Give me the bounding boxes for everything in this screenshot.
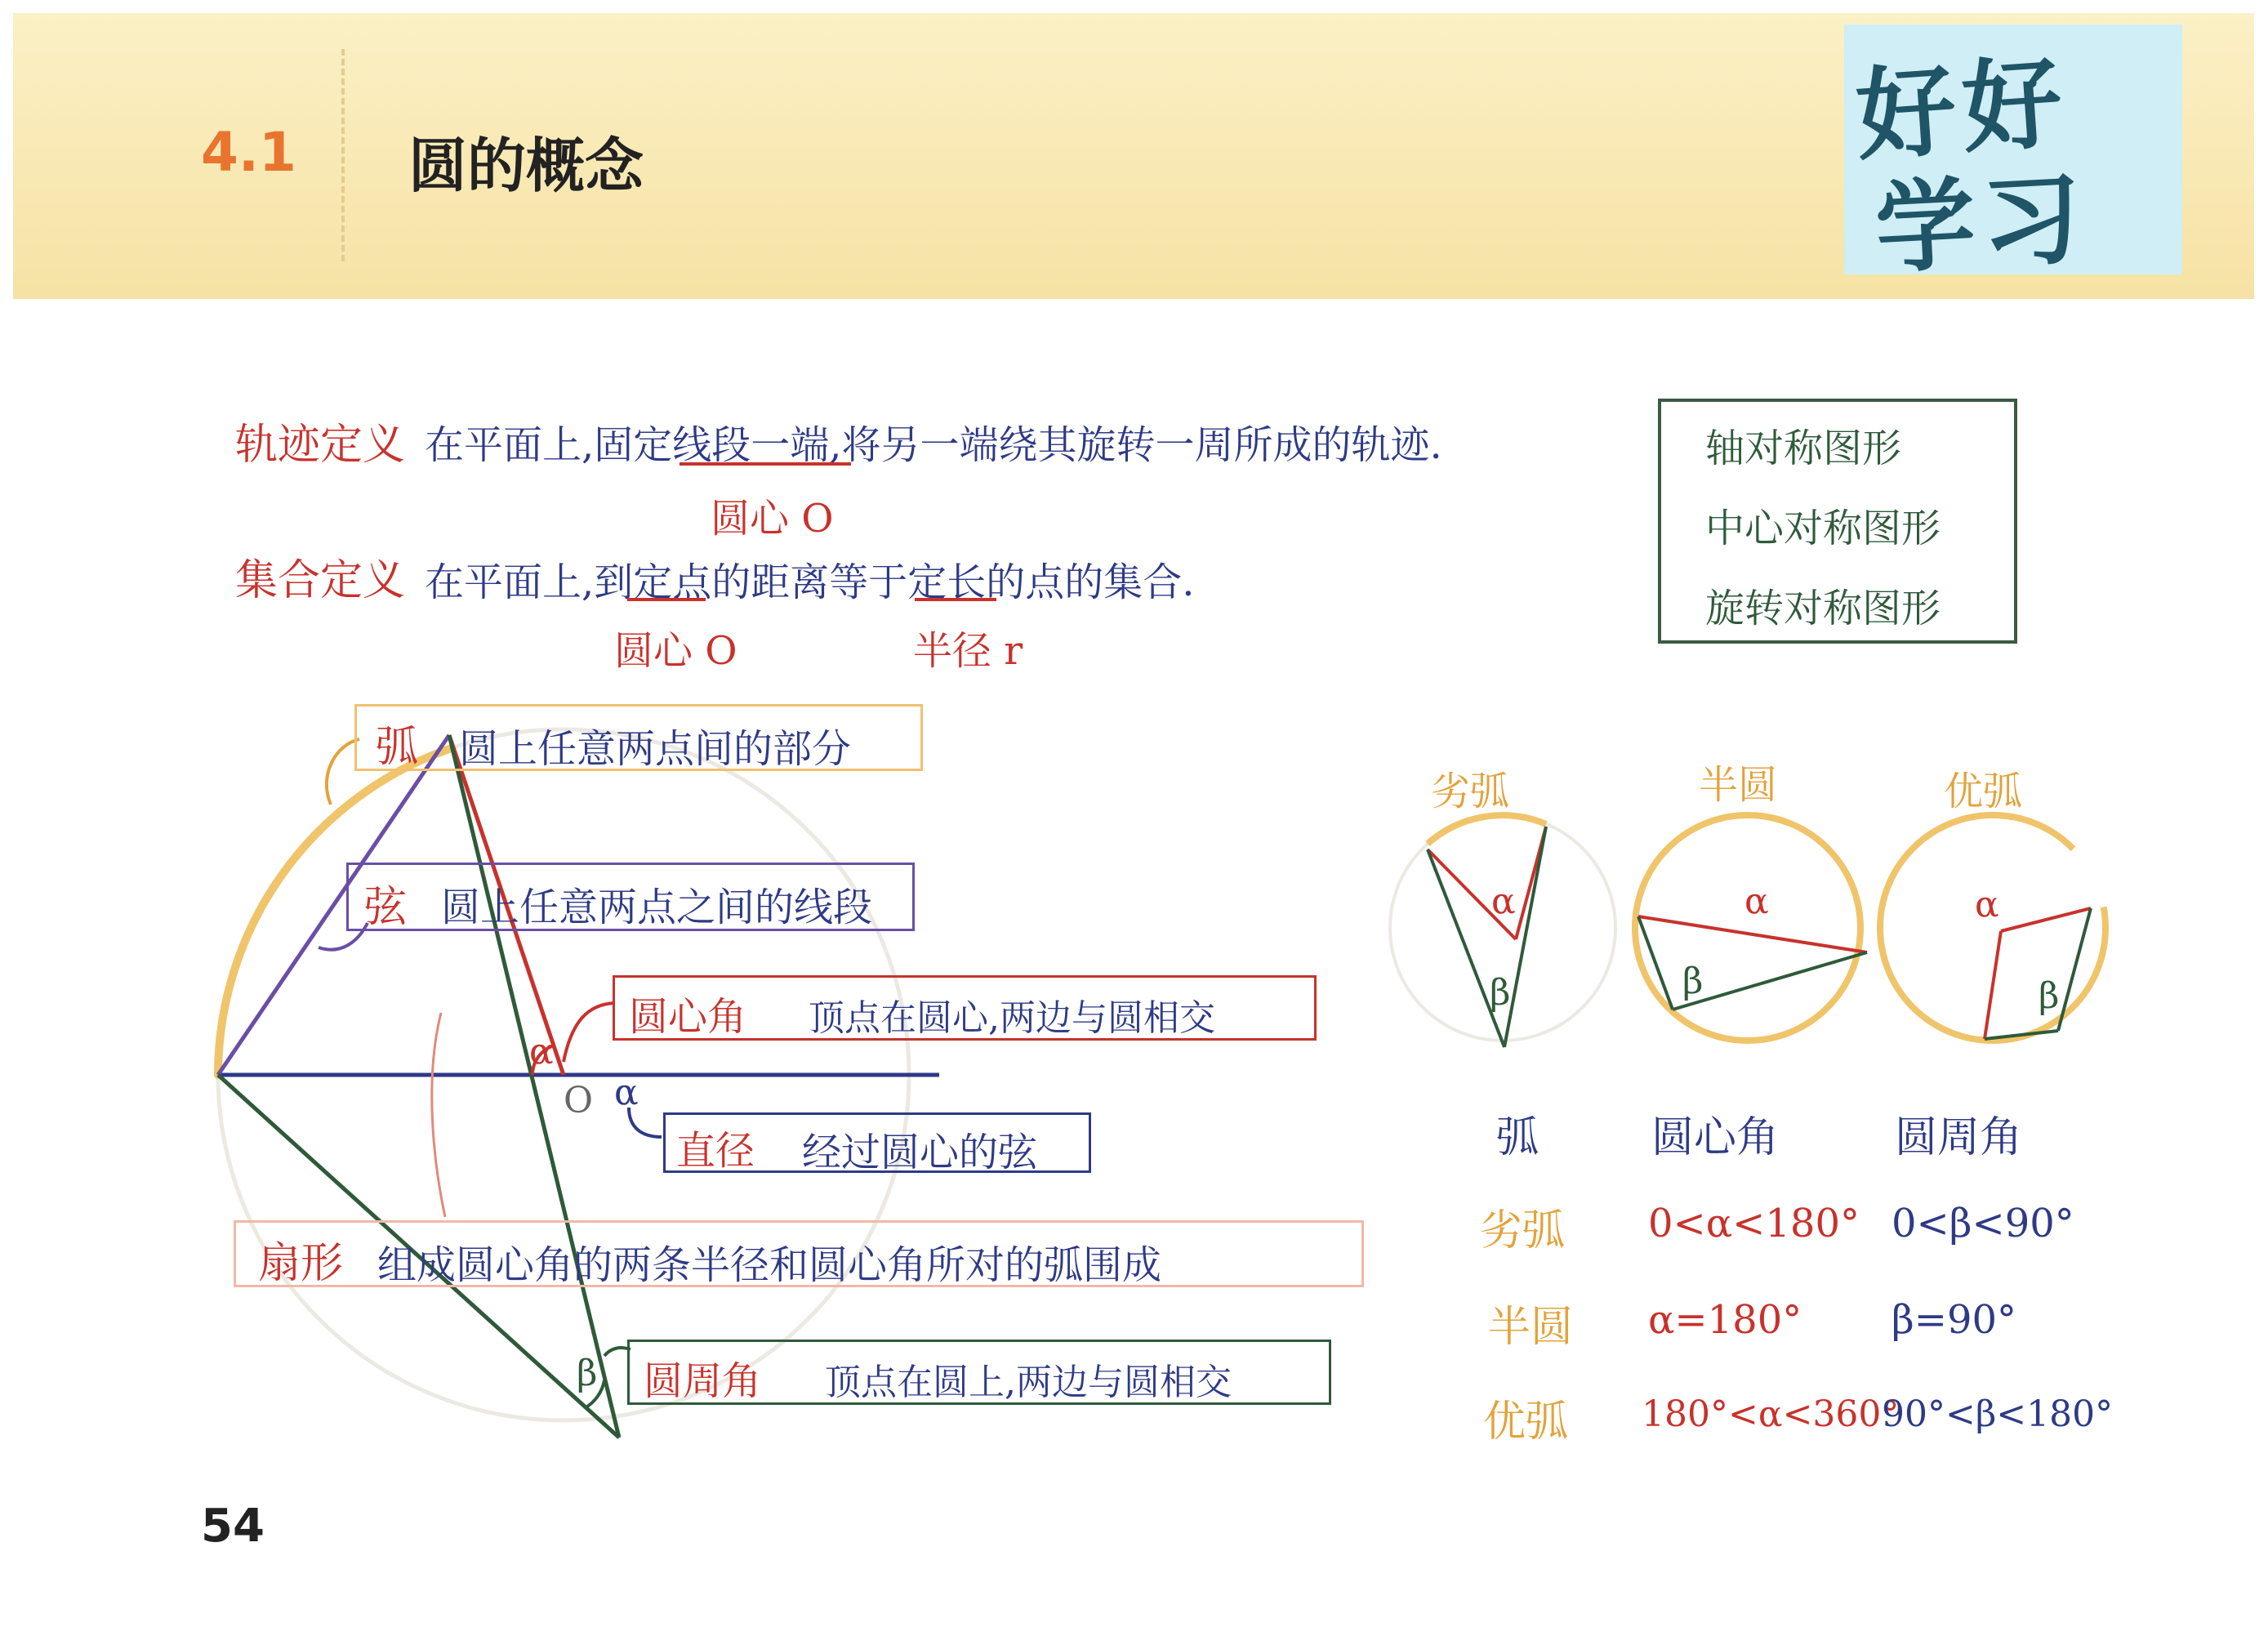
table-row2-central: α=180° xyxy=(1648,1297,1802,1343)
set-definition-text: 在平面上,到定点的距离等于定长的点的集合. xyxy=(425,559,1195,605)
major-radius-a xyxy=(2001,908,2091,931)
minor-arc-title: 劣弧 xyxy=(1431,769,1510,814)
page-number: 54 xyxy=(201,1500,265,1553)
table-row1-arc: 劣弧 xyxy=(1480,1206,1566,1255)
sector-description: 组成圆心角的两条半径和圆心角所对的弧围成 xyxy=(377,1242,1162,1288)
logo-text-line2: 学习 xyxy=(1872,158,2092,288)
major-arc-gap xyxy=(2072,850,2105,907)
locus-center-annotation: 圆心 O xyxy=(711,496,834,542)
inscribed-angle-description: 顶点在圆上,两边与圆相交 xyxy=(825,1362,1232,1403)
central-angle-description: 顶点在圆心,两边与圆相交 xyxy=(809,997,1215,1039)
semi-alpha-mark: α xyxy=(1744,880,1769,922)
major-arc-title: 优弧 xyxy=(1944,769,2023,814)
major-arc-figure xyxy=(1880,815,2105,1041)
major-beta-mark: β xyxy=(2039,975,2060,1017)
minor-inscribed-a xyxy=(1428,849,1504,1047)
set-definition-label: 集合定义 xyxy=(235,556,406,605)
arc-description: 圆上任意两点间的部分 xyxy=(459,726,852,772)
minor-arc-highlight xyxy=(1428,815,1546,844)
inscribed-angle-label: 圆周角 xyxy=(644,1358,762,1404)
semi-beta-mark: β xyxy=(1682,961,1704,1002)
major-radius-b xyxy=(1985,931,2001,1039)
table-row3-central: 180°<α<360° xyxy=(1642,1393,1900,1435)
major-circle xyxy=(1880,815,2105,1041)
symmetry-item-rotational: 旋转对称图形 xyxy=(1705,586,1941,631)
table-row2-arc: 半圆 xyxy=(1488,1303,1574,1352)
table-header-central: 圆心角 xyxy=(1651,1113,1780,1162)
diameter-label: 直径 xyxy=(676,1128,755,1174)
table-row2-inscribed: β=90° xyxy=(1891,1297,2017,1343)
section-number: 4.1 xyxy=(201,121,296,184)
semi-circle xyxy=(1635,815,1860,1041)
table-row1-inscribed: 0<β<90° xyxy=(1891,1201,2074,1246)
minor-alpha-mark: α xyxy=(1491,880,1516,922)
major-inscribed-a xyxy=(2058,908,2091,1031)
page-title: 圆的概念 xyxy=(408,132,644,200)
major-alpha-mark: α xyxy=(1975,884,1999,925)
table-row3-arc: 优弧 xyxy=(1483,1398,1569,1447)
set-radius-annotation: 半径 r xyxy=(913,628,1023,674)
central-angle-label: 圆心角 xyxy=(629,994,747,1040)
table-header-arc: 弧 xyxy=(1496,1113,1539,1162)
set-center-annotation: 圆心 O xyxy=(614,628,737,674)
center-point-label: O xyxy=(564,1080,594,1121)
table-row1-central: 0<α<180° xyxy=(1648,1201,1860,1246)
chord-label: 弦 xyxy=(364,883,408,932)
semicircle-title: 半圆 xyxy=(1699,762,1778,808)
symmetry-item-central: 中心对称图形 xyxy=(1705,506,1941,551)
locus-definition-text: 在平面上,固定线段一端,将另一端绕其旋转一周所成的轨迹. xyxy=(425,422,1442,468)
semicircle-figure xyxy=(1635,815,1867,1041)
central-alpha-mark: α xyxy=(529,1031,554,1072)
sector-label: 扇形 xyxy=(258,1239,344,1288)
table-header-inscribed: 圆周角 xyxy=(1895,1113,2023,1162)
minor-beta-mark: β xyxy=(1490,972,1511,1014)
arc-label: 弧 xyxy=(376,723,419,772)
diameter-alpha-mark: α xyxy=(614,1072,639,1113)
diameter-description: 经过圆心的弦 xyxy=(802,1130,1038,1175)
inscribed-beta-mark: β xyxy=(577,1353,598,1394)
minor-inscribed-b xyxy=(1504,827,1546,1047)
symmetry-item-axial: 轴对称图形 xyxy=(1705,426,1902,471)
table-row3-inscribed: 90°<β<180° xyxy=(1882,1393,2114,1435)
chord-description: 圆上任意两点之间的线段 xyxy=(441,885,873,930)
logo-text-line1: 好好 xyxy=(1851,42,2073,175)
locus-definition-label: 轨迹定义 xyxy=(235,421,406,470)
